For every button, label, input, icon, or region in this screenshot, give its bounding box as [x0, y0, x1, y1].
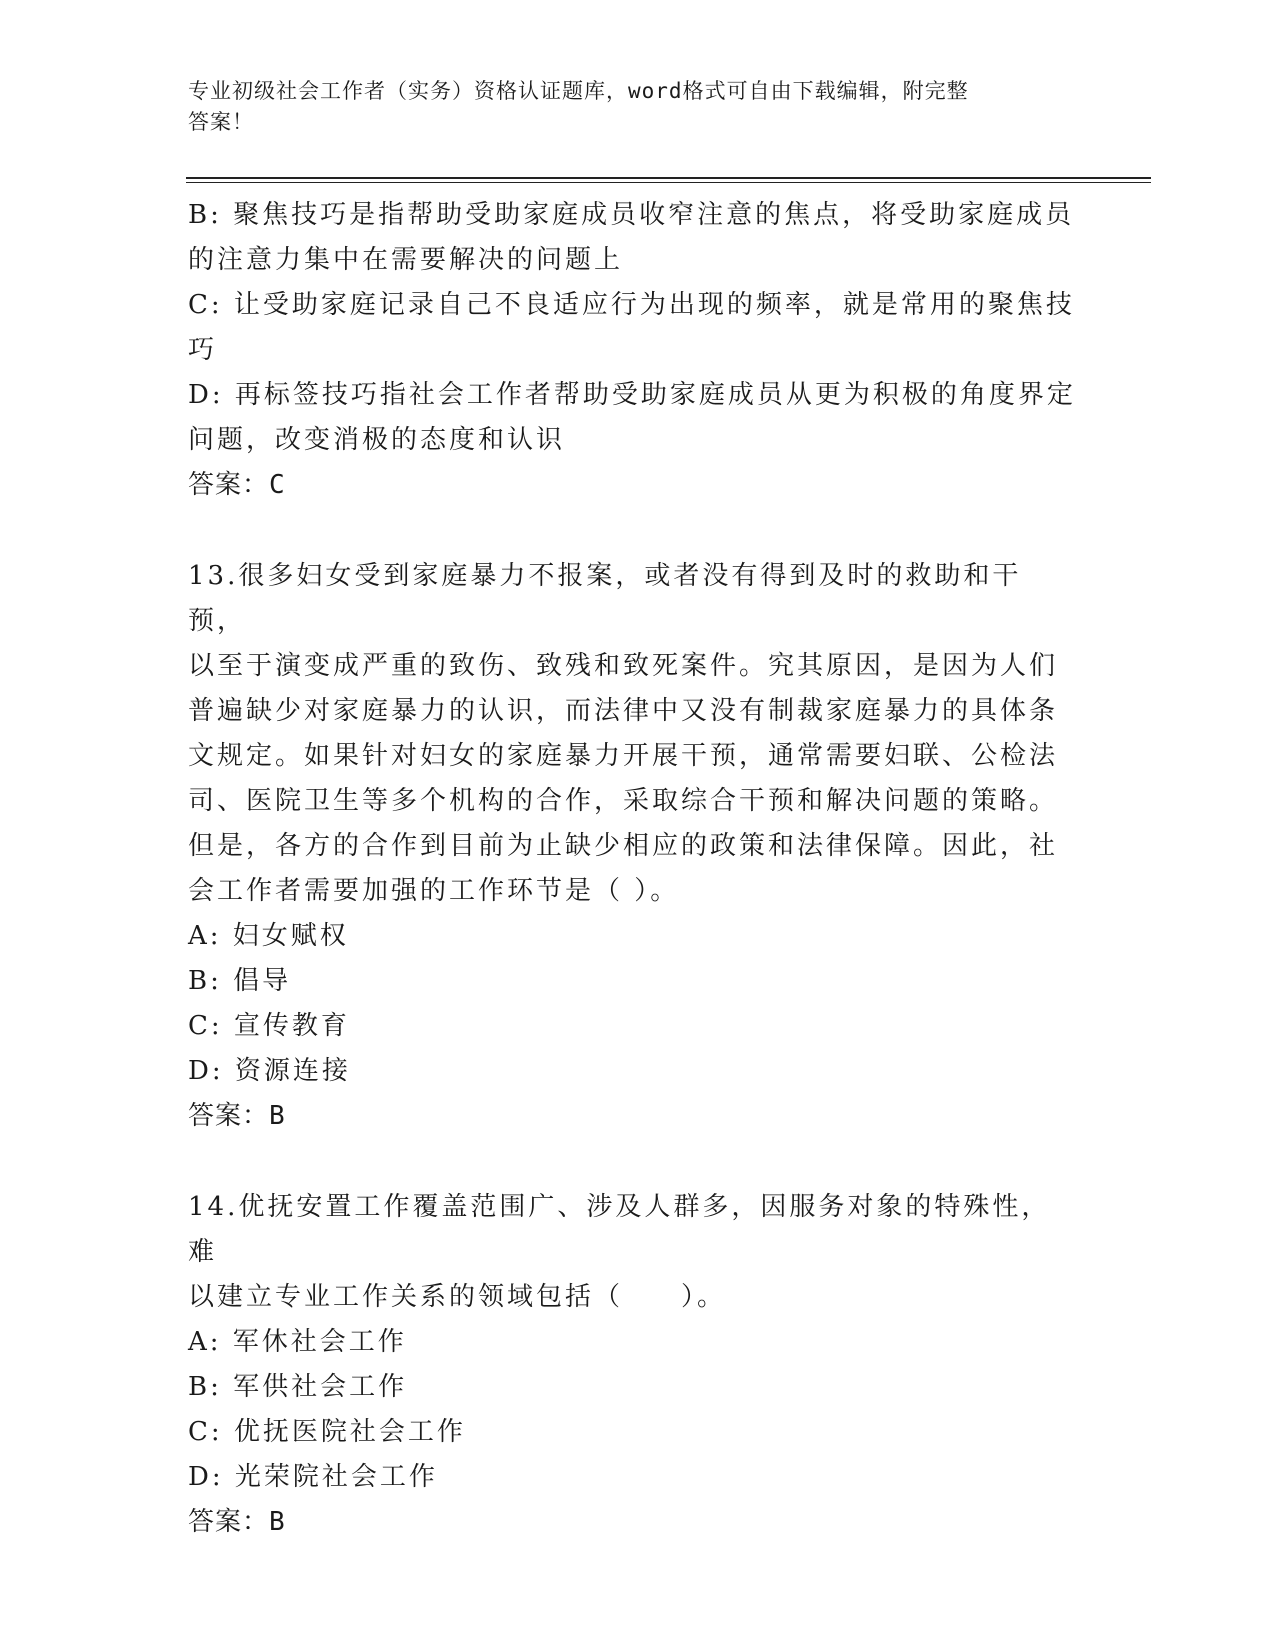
answer-value: B — [269, 1101, 286, 1131]
answer-12 — [188, 463, 1078, 508]
header-divider — [186, 177, 1151, 179]
answer-14 — [188, 1500, 1078, 1545]
answer-13 — [188, 1094, 1078, 1139]
option-b: B: 军供社会工作 — [188, 1372, 408, 1402]
option-a: A: 军休社会工作 — [188, 1327, 407, 1357]
question-stem-line: 13.很多妇女受到家庭暴力不报案，或者没有得到及时的救助和干预， — [188, 561, 1022, 636]
option-d: D: 光荣院社会工作 — [188, 1462, 438, 1492]
question-12 — [188, 193, 1078, 508]
option-a: A: 妇女赋权 — [188, 921, 349, 951]
question-stem-line: 普遍缺少对家庭暴力的认识，而法律中又没有制裁家庭暴力的具体条 — [188, 696, 1059, 726]
answer-value: B — [269, 1507, 286, 1537]
option-b-line-2: 的注意力集中在需要解决的问题上 — [188, 245, 624, 275]
question-stem-line: 但是，各方的合作到目前为止缺少相应的政策和法律保障。因此，社 — [188, 831, 1059, 861]
document-header — [188, 76, 1068, 138]
question-14 — [188, 1185, 1078, 1545]
question-stem-line: 14.优抚安置工作覆盖范围广、涉及人群多，因服务对象的特殊性，难 — [188, 1192, 1051, 1267]
option-b: B: 倡导 — [188, 966, 292, 996]
question-stem-line: 司、医院卫生等多个机构的合作，采取综合干预和解决问题的策略。 — [188, 786, 1059, 816]
question-stem-line: 会工作者需要加强的工作环节是（ ）。 — [188, 876, 680, 906]
question-stem-line: 以至于演变成严重的致伤、致残和致死案件。究其原因，是因为人们 — [188, 651, 1059, 681]
question-stem-line: 文规定。如果针对妇女的家庭暴力开展干预，通常需要妇联、公检法 — [188, 741, 1059, 771]
header-line-1: 专业初级社会工作者（实务）资格认证题库，word格式可自由下载编辑，附完整 — [188, 79, 969, 103]
answer-label: 答案： — [188, 470, 270, 500]
option-c-line-1: C: 让受助家庭记录自己不良适应行为出现的频率，就是常用的聚焦技 — [188, 290, 1075, 320]
question-content — [188, 193, 1078, 1545]
answer-label: 答案： — [188, 1101, 270, 1131]
option-b-line-1: B: 聚焦技巧是指帮助受助家庭成员收窄注意的焦点，将受助家庭成员 — [188, 200, 1075, 230]
option-d-line-2: 问题，改变消极的态度和认识 — [188, 425, 566, 455]
question-13 — [188, 554, 1078, 1139]
question-stem-line: 以建立专业工作关系的领域包括（ ）。 — [188, 1282, 727, 1312]
header-line-2: 答案！ — [188, 110, 254, 134]
header-divider-thin — [186, 182, 1151, 183]
option-c: C: 宣传教育 — [188, 1011, 350, 1041]
option-d: D: 资源连接 — [188, 1056, 351, 1086]
answer-value: C — [269, 470, 286, 500]
answer-label: 答案： — [188, 1507, 270, 1537]
option-c: C: 优抚医院社会工作 — [188, 1417, 466, 1447]
option-d-line-1: D: 再标签技巧指社会工作者帮助受助家庭成员从更为积极的角度界定 — [188, 380, 1076, 410]
option-c-line-2: 巧 — [188, 335, 218, 365]
